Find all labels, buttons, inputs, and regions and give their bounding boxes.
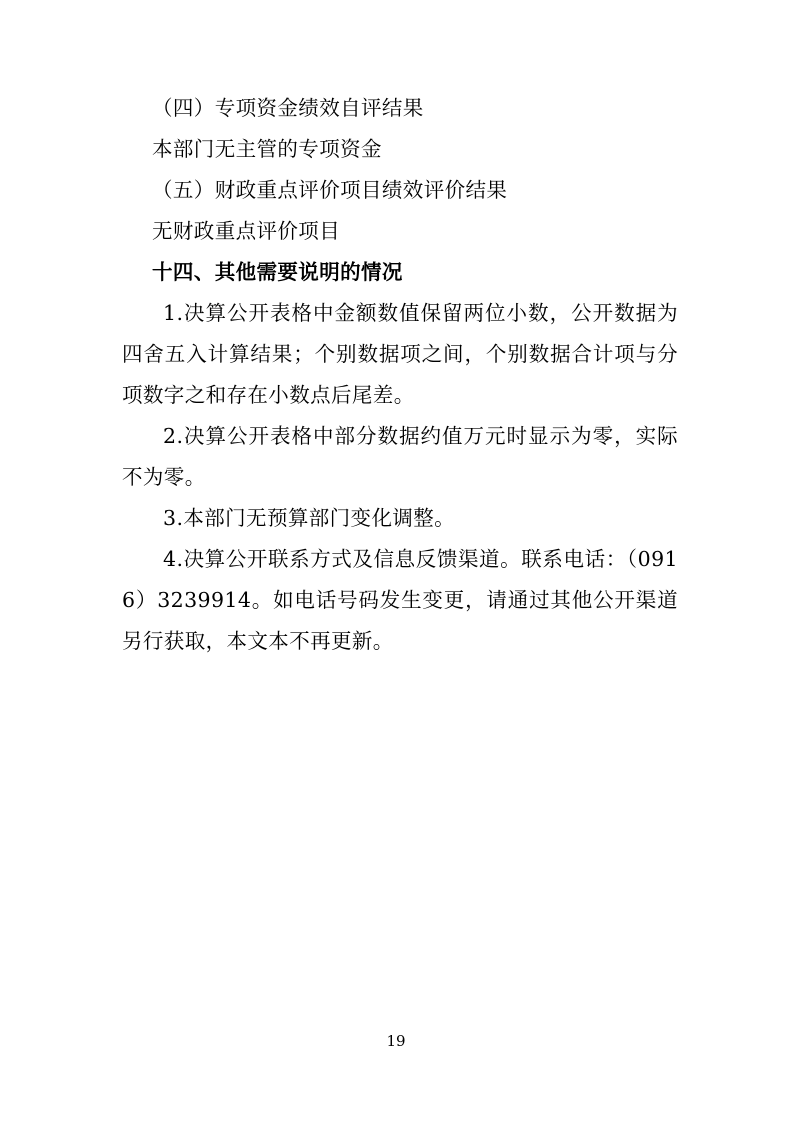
section-five-body: 无财政重点评价项目 <box>152 219 341 243</box>
section-heading-five: （五）财政重点评价项目绩效评价结果 <box>152 178 508 202</box>
section-heading-fourteen: 十四、其他需要说明的情况 <box>152 260 403 284</box>
note-item-2: 2.决算公开表格中部分数据约值万元时显示为零，实际不为零。 <box>122 424 678 489</box>
note-item-1: 1.决算公开表格中金额数值保留两位小数，公开数据为四舍五入计算结果；个别数据项之间，个别数据合计项与分项数字之和存在小数点后尾差。 <box>122 301 678 407</box>
note-item-4: 4.决算公开联系方式及信息反馈渠道。联系电话：（0916）3239914。如电话号码发生变更，请通过其他公开渠道另行获取，本文本不再更新。 <box>122 547 678 653</box>
note-item-3: 3.本部门无预算部门变化调整。 <box>163 506 456 530</box>
document-body <box>122 88 678 662</box>
section-heading-four: （四）专项资金绩效自评结果 <box>152 96 424 120</box>
section-four-body: 本部门无主管的专项资金 <box>152 137 382 161</box>
page-number: 19 <box>386 1032 406 1050</box>
